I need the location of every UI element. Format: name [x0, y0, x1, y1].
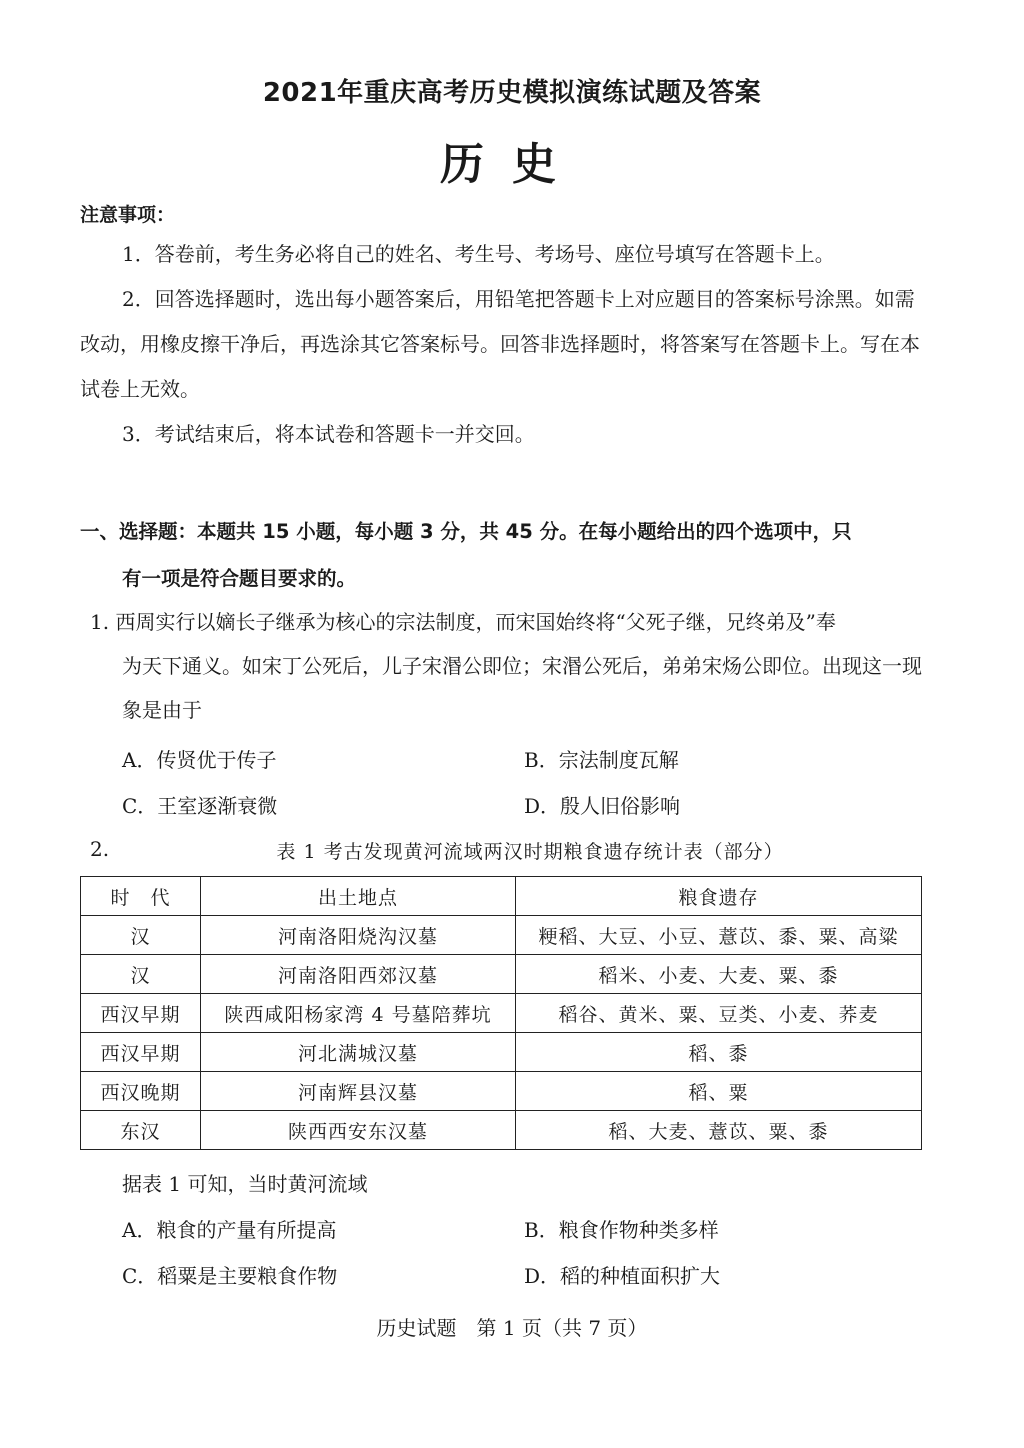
notes-heading: 注意事项： — [80, 204, 176, 226]
header-site: 出土地点 — [201, 877, 516, 916]
question-2-option-c: C．稻粟是主要粮食作物 — [122, 1264, 338, 1288]
question-1-option-b: B．宗法制度瓦解 — [524, 748, 679, 772]
section-instructions — [80, 508, 930, 602]
cell-remains: 稻、大麦、薏苡、粟、黍 — [516, 1111, 922, 1150]
question-1-option-c: C．王室逐渐衰微 — [122, 794, 278, 818]
table-row — [81, 1072, 922, 1111]
table-header-row — [81, 877, 922, 916]
notes-list — [80, 232, 930, 457]
note-item: 1．答卷前，考生务必将自己的姓名、考生号、考场号、座位号填写在答题卡上。 — [122, 242, 835, 266]
table-row — [81, 1033, 922, 1072]
cell-remains: 稻谷、黄米、粟、豆类、小麦、荞麦 — [516, 994, 922, 1033]
grain-remains-table — [80, 876, 922, 1150]
table-row — [81, 994, 922, 1033]
cell-remains: 粳稻、大豆、小豆、薏苡、黍、粟、高粱 — [516, 916, 922, 955]
question-2-option-a: A．粮食的产量有所提高 — [122, 1218, 337, 1242]
table-row — [81, 916, 922, 955]
cell-era: 汉 — [81, 955, 201, 994]
subject-title: 历史 — [440, 139, 584, 190]
section-line-1: 一、选择题：本题共 15 小题，每小题 3 分，共 45 分。在每小题给出的四个选项中，只 — [80, 520, 852, 543]
question-2-option-d: D．稻的种植面积扩大 — [524, 1264, 721, 1288]
table-row — [81, 955, 922, 994]
question-2-option-b: B．粮食作物种类多样 — [524, 1218, 719, 1242]
page-footer: 历史试题 第 1 页（共 7 页） — [376, 1316, 648, 1340]
cell-era: 汉 — [81, 916, 201, 955]
question-1-option-a: A．传贤优于传子 — [122, 748, 277, 772]
question-1-stem-line-1: 西周实行以嫡长子继承为核心的宗法制度，而宋国始终将“父死子继，兄终弟及”奉 — [115, 610, 836, 634]
cell-era: 西汉早期 — [81, 994, 201, 1033]
header-era: 时 代 — [81, 877, 201, 916]
question-1-option-d: D．殷人旧俗影响 — [524, 794, 681, 818]
header-remains: 粮食遗存 — [516, 877, 922, 916]
cell-site: 河南洛阳烧沟汉墓 — [201, 916, 516, 955]
cell-remains: 稻米、小麦、大麦、粟、黍 — [516, 955, 922, 994]
cell-site: 河北满城汉墓 — [201, 1033, 516, 1072]
question-1-stem-rest: 为天下通义。如宋丁公死后，儿子宋湣公即位；宋湣公死后，弟弟宋炀公即位。出现这一现象是由于 — [122, 654, 922, 722]
question-2-number: 2. — [90, 837, 110, 861]
document-title: 2021年重庆高考历史模拟演练试题及答案 — [262, 78, 762, 108]
cell-remains: 稻、粟 — [516, 1072, 922, 1111]
question-2-stem: 据表 1 可知，当时黄河流域 — [122, 1172, 368, 1196]
note-item: 3．考试结束后，将本试卷和答题卡一并交回。 — [122, 422, 535, 446]
cell-era: 西汉早期 — [81, 1033, 201, 1072]
table-row — [81, 1111, 922, 1150]
table-caption: 表 1 考古发现黄河流域两汉时期粮食遗存统计表（部分） — [276, 841, 784, 863]
cell-era: 东汉 — [81, 1111, 201, 1150]
cell-era: 西汉晚期 — [81, 1072, 201, 1111]
cell-site: 陕西西安东汉墓 — [201, 1111, 516, 1150]
note-item: 2．回答选择题时，选出每小题答案后，用铅笔把答题卡上对应题目的答案标号涂黑。如需改动，用橡皮擦干净后，再选涂其它答案标号。回答非选择题时，将答案写在答题卡上。写在本试卷上无效。 — [80, 287, 920, 401]
cell-site: 河南辉县汉墓 — [201, 1072, 516, 1111]
cell-site: 河南洛阳西郊汉墓 — [201, 955, 516, 994]
section-line-2: 有一项是符合题目要求的。 — [122, 567, 357, 590]
question-1-stem — [90, 600, 930, 732]
question-1-number: 1. — [90, 610, 110, 634]
cell-remains: 稻、黍 — [516, 1033, 922, 1072]
cell-site: 陕西咸阳杨家湾 4 号墓陪葬坑 — [201, 994, 516, 1033]
